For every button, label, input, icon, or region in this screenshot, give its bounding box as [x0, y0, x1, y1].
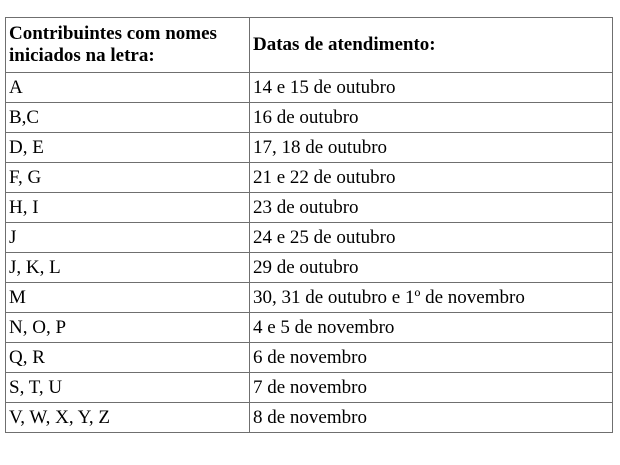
letters-cell: J, K, L: [6, 253, 250, 283]
letters-cell: V, W, X, Y, Z: [6, 403, 250, 433]
letters-cell: J: [6, 223, 250, 253]
header-row: [6, 18, 613, 73]
header-dates: Datas de atendimento:: [250, 18, 613, 73]
dates-cell: 24 e 25 de outubro: [250, 223, 613, 253]
table-header: [6, 18, 613, 73]
table-row: [6, 193, 613, 223]
table-row: [6, 103, 613, 133]
table-row: [6, 133, 613, 163]
letters-cell: N, O, P: [6, 313, 250, 343]
letters-cell: F, G: [6, 163, 250, 193]
dates-cell: 6 de novembro: [250, 343, 613, 373]
table-row: [6, 343, 613, 373]
table-row: [6, 313, 613, 343]
dates-cell: 14 e 15 de outubro: [250, 73, 613, 103]
table-body: [6, 73, 613, 433]
header-letters: Contribuintes com nomes iniciados na letra:: [6, 18, 250, 73]
schedule-table: [5, 17, 613, 433]
dates-cell: 7 de novembro: [250, 373, 613, 403]
dates-cell: 4 e 5 de novembro: [250, 313, 613, 343]
dates-cell: 29 de outubro: [250, 253, 613, 283]
dates-cell: 17, 18 de outubro: [250, 133, 613, 163]
letters-cell: B,C: [6, 103, 250, 133]
dates-cell: 23 de outubro: [250, 193, 613, 223]
letters-cell: Q, R: [6, 343, 250, 373]
table-row: [6, 283, 613, 313]
letters-cell: M: [6, 283, 250, 313]
table-row: [6, 223, 613, 253]
dates-cell: 30, 31 de outubro e 1º de novembro: [250, 283, 613, 313]
letters-cell: D, E: [6, 133, 250, 163]
table-row: [6, 253, 613, 283]
dates-cell: 8 de novembro: [250, 403, 613, 433]
table-row: [6, 403, 613, 433]
table-row: [6, 73, 613, 103]
letters-cell: A: [6, 73, 250, 103]
table-row: [6, 163, 613, 193]
letters-cell: H, I: [6, 193, 250, 223]
letters-cell: S, T, U: [6, 373, 250, 403]
dates-cell: 21 e 22 de outubro: [250, 163, 613, 193]
dates-cell: 16 de outubro: [250, 103, 613, 133]
table-row: [6, 373, 613, 403]
